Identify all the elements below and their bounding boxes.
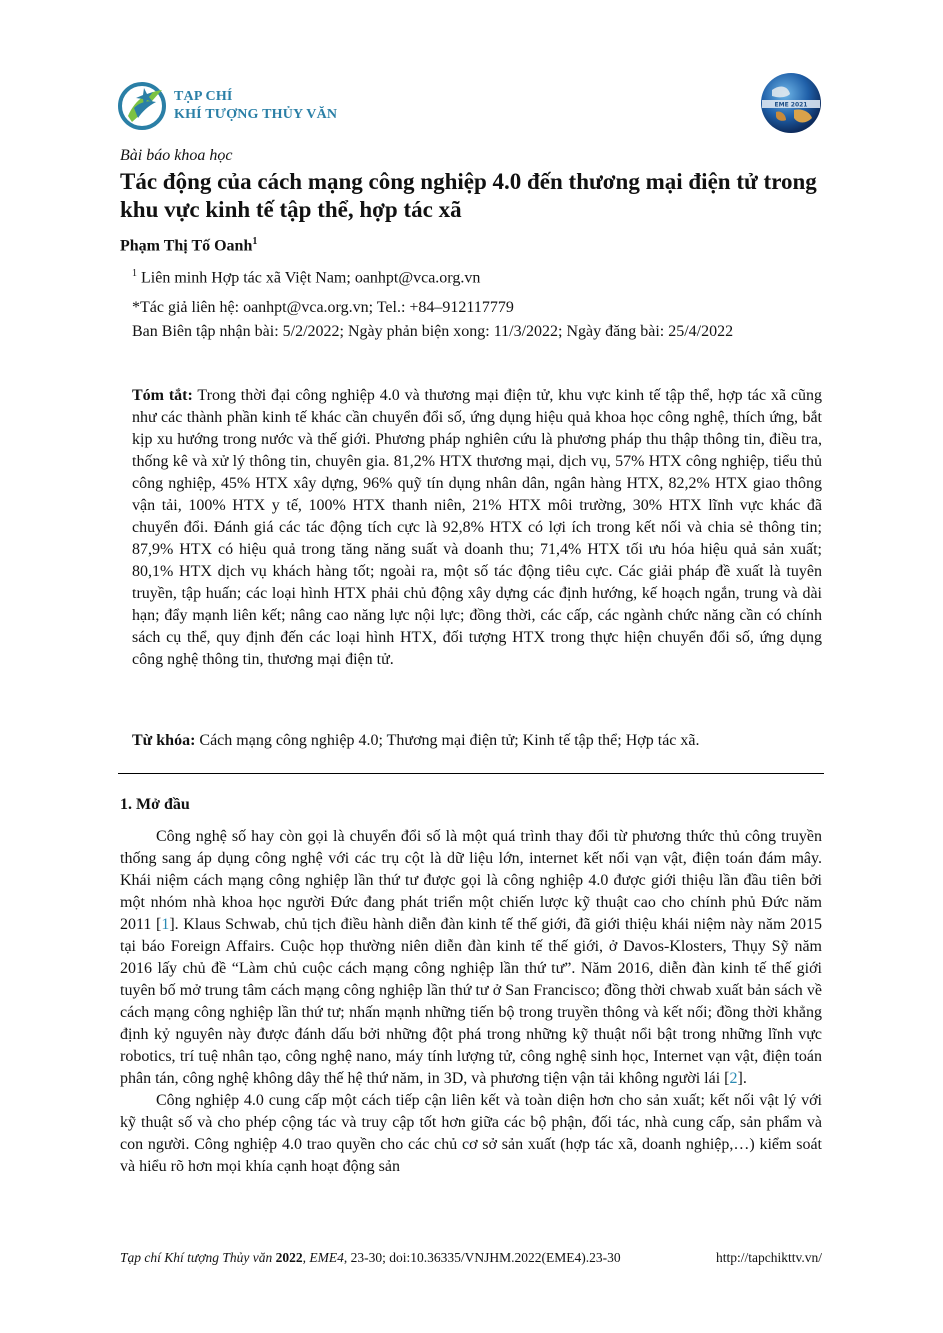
- abstract: [132, 385, 822, 671]
- footer-year: 2022: [272, 1250, 303, 1265]
- paragraph-1: [120, 826, 822, 1090]
- abstract-label: Tóm tắt:: [132, 387, 193, 404]
- journal-name: [174, 88, 337, 124]
- footer-citation: [120, 1250, 621, 1266]
- page-footer: [120, 1250, 822, 1266]
- journal-name-line1: TẠP CHÍ: [174, 89, 233, 104]
- abstract-text: Trong thời đại công nghiệp 4.0 và thương mại điện tử, khu vực kinh tế tập thể, hợp tác xã cũng như các thành phần kinh tế khác cần chuyển đổi số, ứng dụng hiệu quả khoa học công nghệ, thích ứng, bắt kịp xu hướng trong nước và thế giới. Phương pháp nghiên cứu là phương pháp thu thập thông tin, điều tra, thống kê và xử lý thông tin, chuyên gia. 81,2% HTX thương mại, dịch vụ, 57% HTX công nghiệp, tiểu thủ công nghiệp, 45% HTX xây dựng, 96% quỹ tín dụng nhân dân, ngân hàng HTX, 82,2% HTX giao thông vận tải, 100% HTX y tế, 100% HTX thanh niên, 21% HTX môi trường, 30% HTX lĩnh vực khác đã chuyển đổi. Đánh giá các tác động tích cực là 92,8% HTX có lợi ích trong kết nối và chia sẻ thông tin; 87,9% HTX có hiệu quả trong tăng năng suất và doanh thu; 71,4% HTX tối ưu hóa hiệu quả sản xuất; 80,1% HTX dịch vụ khách hàng tốt; ngoài ra, một số tác động tiêu cực. Các giải pháp đề xuất là tuyên truyền, tập huấn; các loại hình HTX phải chủ động xây dựng các định hướng, kế hoạch ngắn, trung và dài hạn; đẩy mạnh liên kết; nâng cao năng lực nội lực; đồng thời, các cấp, các ngành chức năng cần có chính sách cụ thể, quy định đến các loại hình HTX, đối tượng HTX trong thực hiện chuyển đổi số, ứng dụng công nghệ thông tin, thương mại điện tử.: [132, 387, 823, 668]
- author-name: Phạm Thị Tố Oanh: [120, 237, 253, 255]
- keywords: [132, 732, 700, 750]
- body-text: [120, 826, 822, 1178]
- citation-link-2[interactable]: 2: [729, 1070, 738, 1087]
- paragraph-2: Công nghiệp 4.0 cung cấp một cách tiếp cận liên kết và toàn diện hơn cho sản xuất; kết nối vật lý với kỹ thuật số và cho phép cộng tác và truy cập tốt hơn giữa các bộ phận, đối tác, nhà cung cấp, sản phẩm và con người. Công nghiệp 4.0 trao quyền cho các chủ cơ sở sản xuất (hợp tác xã, doanh nghiệp,…) kiểm soát và hiểu rõ hơn mọi khía cạnh hoạt động sản: [120, 1092, 822, 1175]
- globe-icon: [760, 72, 822, 134]
- journal-name-line2: KHÍ TƯỢNG THỦY VĂN: [174, 107, 338, 122]
- affiliation-mark: 1: [132, 268, 137, 279]
- footer-journal: Tạp chí Khí tượng Thủy văn: [120, 1250, 273, 1265]
- section-heading: 1. Mở đầu: [120, 796, 190, 813]
- paragraph-1-part-a: Công nghệ số hay còn gọi là chuyển đổi số là một quá trình thay đổi từ phương thức thủ công truyền thống sang áp dụng công nghệ với các trụ cột là dữ liệu lớn, internet kết nối vạn vật, điện toán đám mây. Khái niệm cách mạng công nghiệp lần thứ tư được gọi là công nghiệp 4.0 được giới thiệu lần đầu tiên bởi một nhóm nhà khoa học người Đức đang phát triển một chiến lược kỹ thuật cao cho chính phủ Đức năm 2011 [: [120, 828, 822, 933]
- affiliation: [132, 268, 480, 287]
- conference-globe-badge: [760, 72, 822, 134]
- footer-url[interactable]: http://tapchikttv.vn/: [716, 1250, 822, 1265]
- keywords-text: Cách mạng công nghiệp 4.0; Thương mại điện tử; Kinh tế tập thể; Hợp tác xã.: [195, 732, 700, 749]
- keywords-label: Từ khóa:: [132, 732, 196, 749]
- author: [120, 236, 257, 255]
- citation-link-1[interactable]: 1: [161, 916, 170, 933]
- footer-pages-doi: , 23-30; doi:10.36335/VNJHM.2022(EME4).23-30: [343, 1250, 621, 1265]
- article-type: Bài báo khoa học: [120, 147, 233, 164]
- paragraph-1-part-b: ]. Klaus Schwab, chủ tịch điều hành diễn đàn kinh tế thế giới, đã giới thiệu khái niệm này năm 2015 tại báo Foreign Affairs. Cuộc họp thường niên diễn đàn kinh tế thế giới, ở Davos-Klosters, Thụy Sỹ năm 2016 lấy chủ đề “Làm chủ cuộc cách mạng công nghiệp lần thứ tư”. Năm 2016, diễn đàn kinh tế thế giới tuyên bố mở trung tâm cách mạng công nghiệp lần thứ tư ở San Francisco; đồng thời chwab xuất bản sách về cách mạng công nghiệp lần thứ tư; nhấn mạnh những tiến bộ trong truyền thông và kết nối; đồng thời khẳng định kỷ nguyên này được đánh dấu bởi những đột phá trong những kỹ thuật nổi bật trong những lĩnh vực robotics, trí tuệ nhân tạo, công nghệ nano, máy tính lượng tử, công nghệ sinh học, Internet vạn vật, điện toán phân tán, công nghệ không dây thế hệ thứ năm, in 3D, và phương tiện vận tải không người lái [: [120, 916, 822, 1087]
- globe-badge-text: EME 2021: [774, 101, 808, 109]
- author-affiliation-mark: 1: [252, 236, 258, 247]
- footer-comma: ,: [302, 1250, 310, 1265]
- corresponding-author: *Tác giả liên hệ: oanhpt@vca.org.vn; Tel.: +84–912117779: [132, 299, 514, 316]
- article-title: Tác động của cách mạng công nghiệp 4.0 đến thương mại điện tử trong khu vực kinh tế tập thể, hợp tác xã: [120, 169, 817, 222]
- submission-dates: Ban Biên tập nhận bài: 5/2/2022; Ngày phản biện xong: 11/3/2022; Ngày đăng bài: 25/4/2022: [132, 323, 734, 340]
- section-divider: [118, 773, 824, 774]
- footer-issue: EME4: [309, 1250, 344, 1265]
- journal-emblem-icon: [118, 78, 170, 134]
- affiliation-text: Liên minh Hợp tác xã Việt Nam; oanhpt@vca.org.vn: [137, 269, 481, 287]
- journal-logo: [118, 78, 378, 138]
- paragraph-1-part-c: ].: [737, 1070, 747, 1087]
